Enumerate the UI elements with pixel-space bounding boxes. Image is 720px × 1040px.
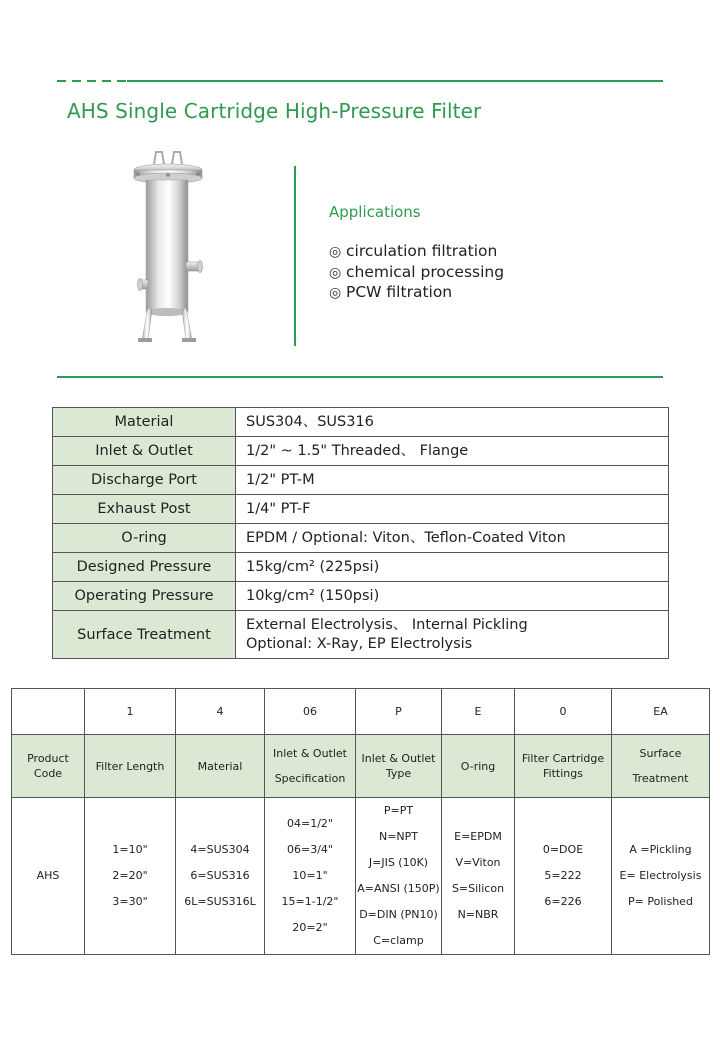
code-position: 0 xyxy=(515,689,612,735)
code-position: 1 xyxy=(85,689,176,735)
spec-row-material xyxy=(53,408,669,437)
spec-value: 1/4" PT-F xyxy=(236,495,669,524)
spec-value: SUS304、SUS316 xyxy=(236,408,669,437)
filter-housing-image xyxy=(128,150,208,345)
spec-row-surface-treatment xyxy=(53,611,669,659)
bullet-icon: ◎ xyxy=(329,264,342,281)
spec-value: 1/2" PT-M xyxy=(236,466,669,495)
spec-label: Surface Treatment xyxy=(53,611,236,659)
spec-row-discharge-port xyxy=(53,466,669,495)
code-header: Filter Cartridge Fittings xyxy=(515,735,612,798)
spec-label: Exhaust Post xyxy=(53,495,236,524)
code-options: 04=1/2" 06=3/4" 10=1" 15=1-1/2" 20=2" xyxy=(265,798,356,955)
spec-label: Discharge Port xyxy=(53,466,236,495)
spec-label: Operating Pressure xyxy=(53,582,236,611)
code-options-row xyxy=(12,798,710,955)
applications-list xyxy=(329,242,504,304)
code-header: Inlet & Outlet Type xyxy=(356,735,442,798)
code-header: Filter Length xyxy=(85,735,176,798)
specification-table xyxy=(52,407,669,659)
vertical-divider xyxy=(294,166,296,346)
code-header: Inlet & Outlet Specification xyxy=(265,735,356,798)
spec-value: 15kg/cm² (225psi) xyxy=(236,553,669,582)
code-header: O-ring xyxy=(442,735,515,798)
code-options: 1=10" 2=20" 3=30" xyxy=(85,798,176,955)
code-position: E xyxy=(442,689,515,735)
spec-row-designed-pressure xyxy=(53,553,669,582)
ordering-code-table xyxy=(11,688,710,955)
section-divider xyxy=(57,376,663,378)
top-divider xyxy=(57,80,663,82)
code-position-row xyxy=(12,689,710,735)
spec-label: Material xyxy=(53,408,236,437)
code-options: P=PT N=NPT J=JIS (10K) A=ANSI (150P) D=DIN (PN10) C=clamp xyxy=(356,798,442,955)
spec-value: External Electrolysis、 Internal Pickling Optional: X-Ray, EP Electrolysis xyxy=(236,611,669,659)
spec-value: 10kg/cm² (150psi) xyxy=(236,582,669,611)
code-position: P xyxy=(356,689,442,735)
code-header: Surface Treatment xyxy=(612,735,710,798)
code-options: 4=SUS304 6=SUS316 6L=SUS316L xyxy=(176,798,265,955)
spec-row-o-ring xyxy=(53,524,669,553)
spec-value: EPDM / Optional: Viton、Teflon-Coated Viton xyxy=(236,524,669,553)
applications-heading: Applications xyxy=(329,203,421,221)
code-position: EA xyxy=(612,689,710,735)
spec-row-operating-pressure xyxy=(53,582,669,611)
application-item: ◎ PCW filtration xyxy=(329,283,504,304)
spec-value: 1/2" ~ 1.5" Threaded、 Flange xyxy=(236,437,669,466)
code-position xyxy=(12,689,85,735)
spec-label: Designed Pressure xyxy=(53,553,236,582)
code-options: 0=DOE 5=222 6=226 xyxy=(515,798,612,955)
code-options: A =Pickling E= Electrolysis P= Polished xyxy=(612,798,710,955)
application-item: ◎ circulation filtration xyxy=(329,242,504,263)
spec-row-exhaust-post xyxy=(53,495,669,524)
spec-row-inlet-outlet xyxy=(53,437,669,466)
spec-label: Inlet & Outlet xyxy=(53,437,236,466)
bullet-icon: ◎ xyxy=(329,285,342,301)
code-position: 4 xyxy=(176,689,265,735)
code-position: 06 xyxy=(265,689,356,735)
code-header: Product Code xyxy=(12,735,85,798)
code-header: Material xyxy=(176,735,265,798)
page-title: AHS Single Cartridge High-Pressure Filter xyxy=(67,99,482,123)
spec-label: O-ring xyxy=(53,524,236,553)
application-item: ◎ chemical processing xyxy=(329,263,504,284)
code-options: E=EPDM V=Viton S=Silicon N=NBR xyxy=(442,798,515,955)
code-header-row xyxy=(12,735,710,798)
code-options: AHS xyxy=(12,798,85,955)
bullet-icon: ◎ xyxy=(329,244,342,260)
